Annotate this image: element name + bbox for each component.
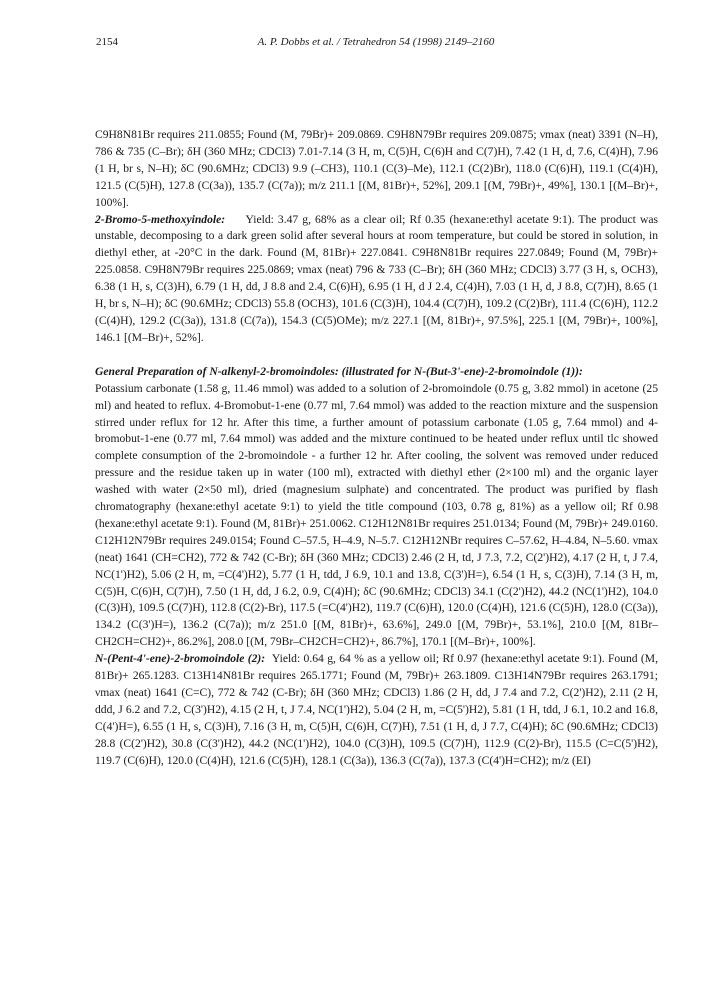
paragraph-general-procedure: Potassium carbonate (1.58 g, 11.46 mmol) was added to a solution of 2-bromoindole (0.75 g, 3.82 mmol) in acetone (25 ml) and heated to reflux. 4-Bromobut-1-ene (0.77 ml, 7.64 mmol) was added to the reaction mixture and the suspension stirred under reflux for 12 hr. After this time, a further amount of potassium carbonate (1.05 g, 7.64 mmol) and 4-bromobut-1-ene (0.77 ml, 7.64 mmol) was added and the mixture continued to be heated under reflux until tlc showed complete consumption of the 2-bromoindole - a further 12 hr. After cooling, the solvent was removed under reduced pressure and the residue taken up in water (100 ml), extracted with diethyl ether (2×100 ml) and the organic layer washed with water (2×50 ml), dried (magnesium sulphate) and concentrated. The product was purified by flash chromatography (hexane:ethyl acetate 9:1) to yield the title compound (103, 0.78 g, 81%) as a yellow oil; Rf 0.98 (hexane:ethyl acetate 9:1). Found (M, 81Br)+ 251.0062. C12H12N81Br requires 251.0134; Found (M, 79Br)+ 249.0160. C12H12N79Br requires 249.0154; Found C–57.5, H–4.9, N–5.7. C12H12NBr requires C–57.62, H–4.84, N–5.60. νmax (neat) 1641 (CH=CH2), 772 & 742 (C-Br); δH (360 MHz; CDCl3) 2.46 (2 H, td, J 7.3, 7.2, C(2')H2), 4.17 (2 H, t, J 7.4, NC(1')H2), 5.06 (2 H, m, =C(4')H2), 5.77 (1 H, tdd, J 6.9, 10.1 and 13.8, C(3')H=), 6.54 (1 H, s, C(3)H), 7.14 (3 H, m, C(5)H, C(6)H, C(7)H), 7.50 (1 H, dd, J 6.2, 0.9, C(4)H); δC (90.6MHz; CDCl3) 34.1 (C(2')H2), 44.2 (NC(1')H2), 104.0 (C(3)H), 109.5 (C(7)H), 112.8 (C(2)-Br), 117.5 (=C(4')H2), 119.7 (C(6)H), 120.0 (C(4)H), 121.6 (C(5)H), 128.0 (C(3a)), 134.2 (C(3')H=), 136.2 (C(7a)); m/z 251.0 [(M, 81Br)+, 63.6%], 249.0 [(M, 79Br)+, 53.1%], 210.0 [(M, 81Br–CH2CH=CH2)+, 86.2%], 208.0 [(M, 79Br–CH2CH=CH2)+, 86.7%], 170.1 [(M–Br)+, 100%].: [95, 381, 658, 649]
section-gap: [95, 347, 658, 364]
page-header: [96, 36, 656, 52]
compound-data: Yield: 3.47 g, 68% as a clear oil; Rf 0.35 (hexane:ethyl acetate 9:1). The product was unstable, decomposing to a dark green solid after several hours at room temperature, but could be stored in solution, in diethyl ether, at -20°C in the dark. Found (M, 81Br)+ 227.0841. C9H8N81Br requires 227.0849; Found (M, 79Br)+ 225.0858. C9H8N79Br requires 225.0869; νmax (neat) 796 & 733 (C–Br); δH (360 MHz; CDCl3) 3.77 (3 H, s, OCH3), 6.38 (1 H, s, C(3)H), 6.79 (1 H, dd, J 8.8 and 2.4, C(6)H), 6.95 (1 H, d J 2.4, C(4)H), 7.03 (1 H, d, J 8.8, C(7)H), 8.65 (1 H, br s, N–H); δC (90.6MHz; CDCl3) 55.8 (OCH3), 101.6 (C(3)H), 104.4 (C(7)H), 109.2 (C(2)Br), 111.4 (C(6)H), 112.2 (C(4)H), 129.2 (C(3a)), 131.8 (C(7a)), 154.3 (C(5)OMe); m/z 227.1 [(M, 81Br)+, 97.5%], 225.1 [(M, 79Br)+, 100%], 146.1 [(M–Br)+, 52%].: [95, 212, 658, 344]
compound-data: Yield: 0.64 g, 64 % as a yellow oil; Rf 0.97 (hexane:ethyl acetate 9:1). Found (M, 81Br)+ 265.1283. C13H14N81Br requires 265.1771; Found (M, 79Br)+ 263.1809. C13H14N79Br requires 263.1791; νmax (neat) 1641 (C=C), 772 & 742 (C-Br); δH (360 MHz; CDCl3) 1.86 (2 H, dd, J 7.4 and 7.2, C(2')H2), 2.11 (2 H, ddd, J 6.2 and 7.2, C(3')H2), 4.15 (2 H, t, J 7.4, NC(1')H2), 5.04 (2 H, m, =C(5')H2), 5.81 (1 H, tdd, J 6.1, 10.2 and 16.8, C(4')H=), 6.55 (1 H, s, C(3)H), 7.16 (3 H, m, C(5)H, C(6)H, C(7)H), 7.51 (1 H, d, J 7.7, C(4)H); δC (90.6MHz; CDCl3) 28.8 (C(2')H2), 30.8 (C(3')H2), 44.2 (NC(1')H2), 104.0 (C(3)H), 109.5 (C(7)H), 112.9 (C(2)-Br), 115.5 (C=C(5')H2), 119.7 (C(6)H), 120.0 (C(4)H), 121.6 (C(5)H), 128.1 (C(3a)), 136.3 (C(7a)), 137.3 (C(4')H=CH2); m/z (EI): [95, 652, 659, 767]
paragraph-pentenyl-bromoindole: [95, 651, 658, 769]
running-title: A. P. Dobbs et al. / Tetrahedron 54 (1998) 2149–2160: [257, 36, 495, 48]
section-heading: General Preparation of N-alkenyl-2-bromoindoles: (illustrated for N-(But-3'-ene)-2-bromoindole (1)):: [95, 364, 583, 378]
paragraph-bromo-methoxyindole: [95, 212, 658, 347]
paragraph-bromo-methylindole-data: C9H8N81Br requires 211.0855; Found (M, 79Br)+ 209.0869. C9H8N79Br requires 209.0875; νmax (neat) 3391 (N–H), 786 & 735 (C–Br); δH (360 MHz; CDCl3) 7.01-7.14 (3 H, m, C(5)H, C(6)H and C(7)H), 7.42 (1 H, d, 7.6, C(4)H), 7.96 (1 H, br s, N–H); δC (90.6MHz; CDCl3) 9.9 (–CH3), 110.1 (C(3)–Me), 112.1 (C(2)Br), 118.0 (C(6)H), 119.1 (C(4)H), 121.5 (C(5)H), 127.8 (C(3a)), 135.7 (C(7a)); m/z 211.1 [(M, 81Br)+, 52%], 209.1 [(M, 79Br)+, 49%], 130.1 [(M–Br)+, 100%].: [95, 128, 658, 209]
compound-heading: N-(Pent-4'-ene)-2-bromoindole (2):: [95, 652, 266, 666]
article-body: [95, 127, 658, 770]
compound-heading: 2-Bromo-5-methoxyindole:: [95, 212, 226, 226]
page-number: 2154: [96, 36, 118, 48]
